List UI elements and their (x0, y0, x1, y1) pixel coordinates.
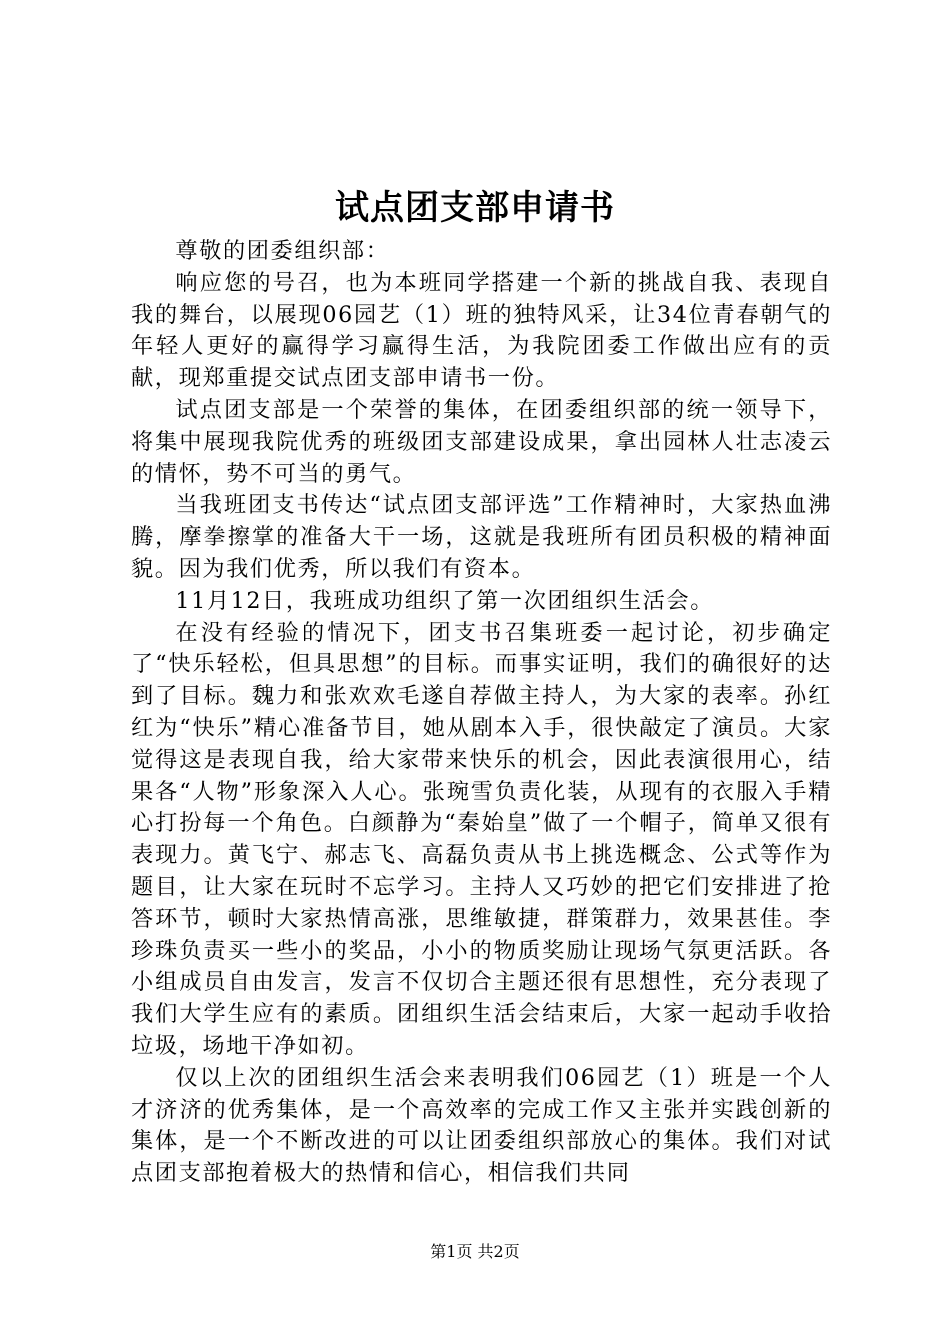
paragraph-3: 当我班团支书传达“试点团支部评选”工作精神时，大家热血沸腾，摩拳擦掌的准备大干一场，这就是我班所有团员积极的精神面貌。因为我们优秀，所以我们有资本。 (131, 492, 832, 582)
paragraph-6: 仅以上次的团组织生活会来表明我们06园艺（1）班是一个人才济济的优秀集体，是一个高效率的完成工作又主张并实践创新的集体，是一个不断改进的可以让团委组织部放心的集体。我们对试点团支部抱着极大的热情和信心，相信我们共同 (131, 1064, 832, 1187)
paragraph-5: 在没有经验的情况下，团支书召集班委一起讨论，初步确定了“快乐轻松，但具思想”的目标。而事实证明，我们的确很好的达到了目标。魏力和张欢欢毛遂自荐做主持人，为大家的表率。孙红红为“快乐”精心准备节目，她从剧本入手，很快敲定了演员。大家觉得这是表现自我，给大家带来快乐的机会，因此表演很用心，结果各“人物”形象深入人心。张琬雪负责化装，从现有的衣服入手精心打扮每一个角色。白颜静为“秦始皇”做了一个帽子，简单又很有表现力。黄飞宁、郝志飞、高磊负责从书上挑选概念、公式等作为题目，让大家在玩时不忘学习。主持人又巧妙的把它们安排进了抢答环节，顿时大家热情高涨，思维敏捷，群策群力，效果甚佳。李珍珠负责买一些小的奖品，小小的物质奖励让现场气氛更活跃。各小组成员自由发言，发言不仅切合主题还很有思想性，充分表现了我们大学生应有的素质。团组织生活会结束后，大家一起动手收拾垃圾，场地干净如初。 (131, 619, 832, 1059)
salutation: 尊敬的团委组织部： (175, 238, 390, 264)
document-title: 试点团支部申请书 (335, 188, 615, 228)
document-body (131, 236, 832, 1190)
paragraph-4: 11月12日，我班成功组织了第一次团组织生活会。 (175, 587, 715, 614)
paragraph-1: 响应您的号召，也为本班同学搭建一个新的挑战自我、表现自我的舞台，以展现06园艺（1）班的独特风采，让34位青春朝气的年轻人更好的赢得学习赢得生活，为我院团委工作做出应有的贡献，现郑重提交试点团支部申请书一份。 (131, 269, 832, 392)
page-number-footer: 第1页 共2页 (430, 1242, 520, 1261)
paragraph-2: 试点团支部是一个荣誉的集体，在团委组织部的统一领导下，将集中展现我院优秀的班级团支部建设成果，拿出园林人壮志凌云的情怀，势不可当的勇气。 (131, 396, 832, 487)
